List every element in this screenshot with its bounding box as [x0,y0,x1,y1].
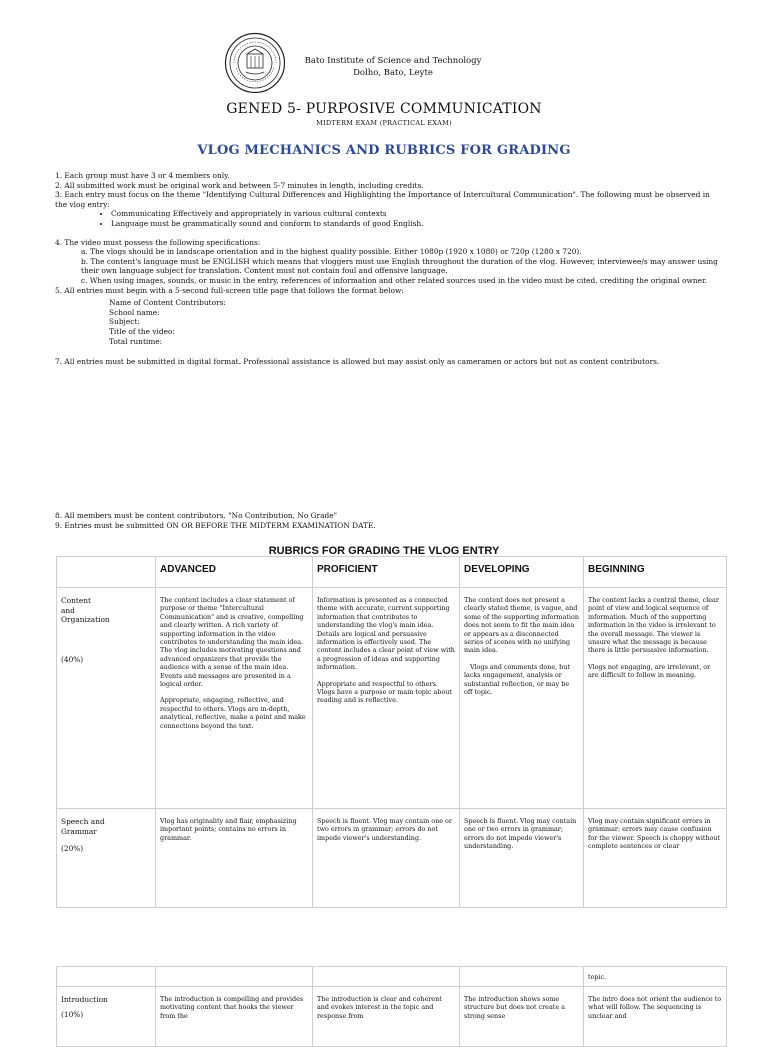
rubric-table-continued [56,966,727,1047]
rule-4: 4. The video must possess the following specifications: [55,237,261,247]
course-title: GENED 5- PURPOSIVE COMMUNICATION [226,101,542,117]
cell-speech-beginning [584,809,727,908]
rule-3-bullet: • Communicating Effectively and appropriately in various cultural contexts [111,209,723,219]
cell-speech-developing [460,809,584,908]
cell-intro-beginning [584,987,727,1047]
cell-empty [156,967,313,987]
cell-text: Vlog has originality and flair, emphasizing important points; contains no errors in grammar. [160,817,297,842]
criterion-speech [57,809,156,908]
exam-subtitle: MIDTERM EXAM (PRACTICAL EXAM) [316,119,452,127]
title-page-format [55,298,723,346]
criterion-label: Organization [61,615,110,625]
rule-3: 3. Each entry must focus on the theme "Identifying Cultural Differences and Highlighting the Importance of Intercultural Communication". The following must be observed in the vlog entry: [55,190,710,209]
cell-text: The intro does not orient the audience to what will follow. The sequencing is unclear and [588,995,722,1020]
rule-2: 2. All submitted work must be original work and between 5-7 minutes in length, including credits. [55,180,424,190]
cell-text: The introduction is clear and coherent and evokes interest in the topic and response from [317,995,442,1020]
cell-text: The introduction is compelling and provides motivating content that hooks the viewer from the [160,995,304,1020]
cell-speech-advanced [156,809,313,908]
criterion-label: Introduction [61,995,108,1004]
rubric-row-intro [57,987,727,1047]
institution-header [293,55,493,79]
cell-text: Speech is fluent. Vlog may contain one or two errors in grammar; errors do not impede viewer's understanding. [464,817,577,851]
cell-content-proficient [313,588,460,809]
rules-section-end [55,511,723,530]
cell-text: Vlogs and comments done, but lacks engagement, analysis or substantial reflection, or may be off topic. [464,662,570,697]
criterion-label: Speech and [61,817,105,826]
rubric-header-advanced: ADVANCED [156,557,313,588]
rule-5: 5. All entries must begin with a 5-second full-screen title page that follows the format below: [55,285,404,295]
document-title: VLOG MECHANICS AND RUBRICS FOR GRADING [197,143,571,158]
rule-9: 9. Entries must be submitted ON OR BEFORE THE MIDTERM EXAMINATION DATE. [55,520,376,530]
rule-4b: b. The content's language must be ENGLISH which means that vloggers must use English throughout the duration of the vlog. However, interviewee/s may answer using their own language subject for translation. Content must not contain foul and offensive language. [81,256,718,276]
rubric-header-empty [57,557,156,588]
rule-4c: c. When using images, sounds, or music in the entry, references of information and other related sources used in the video must be cited, crediting the original owner. [81,275,708,285]
rubric-table [56,556,727,908]
rule-1: 1. Each group must have 3 or 4 members only. [55,171,230,180]
format-line: School name: [109,307,160,317]
cell-text: Information is presented as a connected theme with accurate, current supporting information that contributes to understanding the vlog's main idea. Details are logical and persuasive information is effectively used. The content includes a clear point of view with a progression of ideas and supporting information. [317,596,455,672]
cell-text: The introduction shows some structure but does not create a strong sense [464,995,565,1020]
cell-empty [460,967,584,987]
institution-address: Dolho, Bato, Leyte [353,68,433,78]
rules-section [55,171,723,367]
rubric-title: RUBRICS FOR GRADING THE VLOG ENTRY [268,545,500,557]
cell-intro-advanced [156,987,313,1047]
rubric-header-beginning: BEGINNING [584,557,727,588]
rubric-continued-row [57,967,727,987]
institution-name: Bato Institute of Science and Technology [304,56,482,66]
cell-text: The content lacks a central theme, clear point of view and logical sequence of information. Much of the supporting information in the video is irrelevant to the overall message. The viewer is unsure what the message is because there is little persuasive information. [588,596,719,655]
cell-text: The content includes a clear statement of purpose or theme "Intercultural Communication" and is creative, compelling and clearly written. A rich variety of supporting information in the video contributes to understanding the main idea. The vlog includes motivating questions and advanced organizers that provide the audience with a sense of the main idea. Events and messages are presented in a logical order. [160,596,304,689]
criterion-weight: (10%) [61,1009,84,1019]
cell-text: The content does not present a clearly stated theme, is vague, and some of the supporting information does not seem to fit the main idea or appears as a disconnected series of scenes with no unifying main idea. [464,596,579,655]
cell-text: Speech is fluent. Vlog may contain one or two errors in grammar; errors do not impede viewer's understanding. [317,817,452,842]
cell-text: Appropriate and respectful to others. Vlogs have a purpose or main topic about reading and is reflective. [317,679,452,705]
cell-content-advanced [156,588,313,809]
cell-text: Vlogs not engaging, are irrelevant, or are difficult to follow in meaning. [588,662,711,680]
criterion-intro [57,987,156,1047]
criterion-weight: (40%) [61,654,84,664]
rubric-header-developing: DEVELOPING [460,557,584,588]
cell-content-beginning [584,588,727,809]
rule-3-bullet: • Language must be grammatically sound and conform to standards of good English. [111,219,723,229]
rule-8: 8. All members must be content contributors. "No Contribution, No Grade" [55,511,337,520]
rubric-header-row [57,557,727,588]
cell-intro-developing [460,987,584,1047]
cell-text: Vlog may contain significant errors in grammar; errors may cause confusion for the viewer. Speech is choppy without complete sentences or clear [588,817,721,851]
criterion-label: and [61,605,75,615]
criterion-label: Grammar [61,826,97,836]
cell-empty [57,967,156,987]
rubric-header-proficient: PROFICIENT [313,557,460,588]
cell-empty [313,967,460,987]
cell-intro-proficient [313,987,460,1047]
institution-seal-logo [224,32,286,94]
format-line: Title of the video: [109,326,175,336]
rubric-row-content [57,588,727,809]
cell-content-developing [460,588,584,809]
criterion-weight: (20%) [61,844,84,854]
rule-3-bullets [55,209,723,228]
cell-text: topic. [588,973,607,981]
cell-speech-proficient [313,809,460,908]
rule-7: 7. All entries must be submitted in digital format. Professional assistance is allowed but may assist only as cameramen or actors but not as content contributors. [55,357,660,367]
rule-4a: a. The vlogs should be in landscape orientation and in the highest quality possible. Either 1080p (1920 x 1080) or 720p (1280 x 720). [81,247,582,257]
format-line: Total runtime: [109,336,163,346]
cell-speech-beginning-continued [584,967,727,987]
criterion-content [57,588,156,809]
rubric-row-speech [57,809,727,908]
criterion-label: Content [61,596,91,605]
format-line: Subject: [109,317,140,327]
format-line: Name of Content Contributors: [109,298,226,308]
cell-text: Appropriate, engaging, reflective, and respectful to others. Vlogs are in-depth, analytical, reflective, make a point and make connections beyond the text. [160,696,306,730]
